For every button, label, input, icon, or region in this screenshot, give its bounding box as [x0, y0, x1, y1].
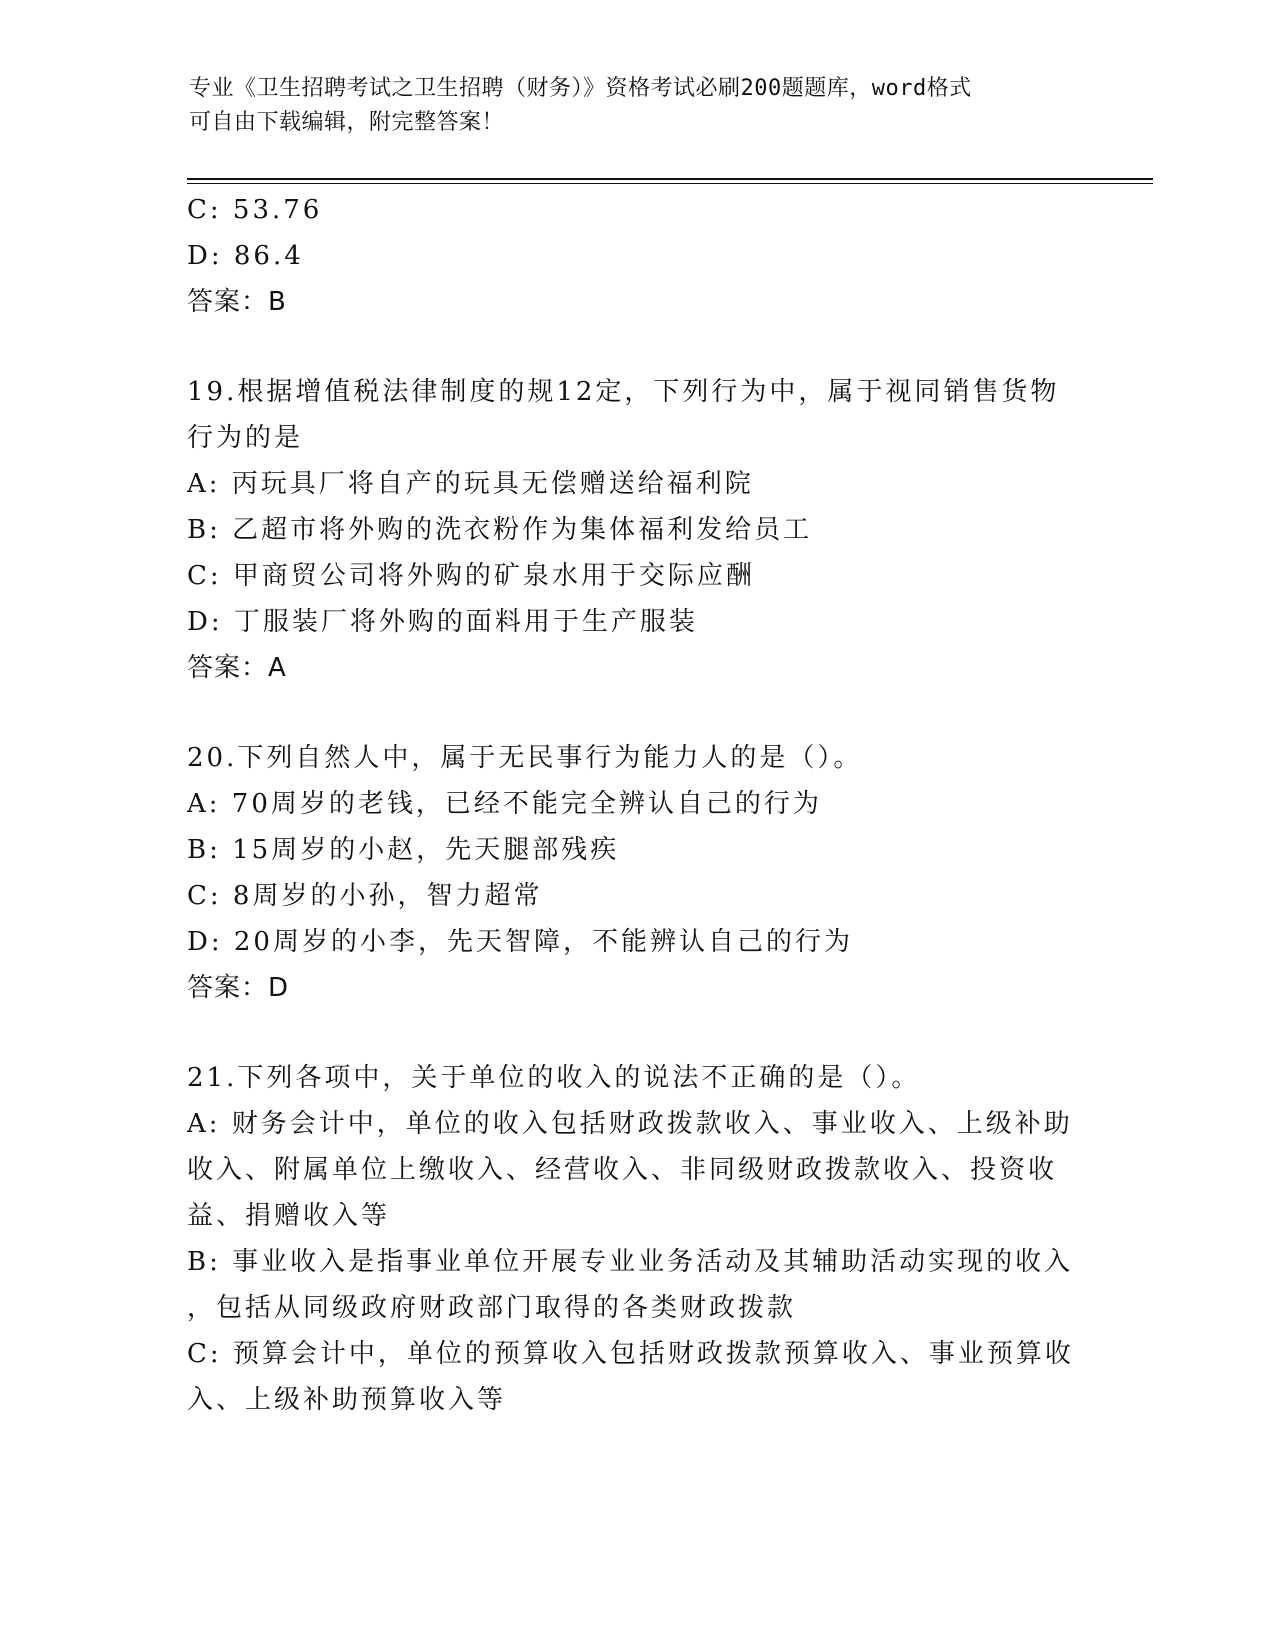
option-a: A: 丙玩具厂将自产的玩具无偿赠送给福利院: [187, 469, 754, 499]
header-line-1: 专业《卫生招聘考试之卫生招聘（财务）》资格考试必刷200题题库，word格式: [189, 76, 972, 101]
answer-line: 答案：B: [187, 287, 287, 317]
option-c-cont: 入、上级补助预算收入等: [187, 1385, 507, 1415]
option-a: A: 财务会计中，单位的收入包括财政拨款收入、事业收入、上级补助: [187, 1109, 1073, 1139]
document-body: [187, 187, 1087, 1423]
option-c: C: 8周岁的小孙，智力超常: [187, 881, 543, 911]
option-b-cont: ，包括从同级政府财政部门取得的各类财政拨款: [187, 1293, 797, 1323]
option-d: D: 20周岁的小李，先天智障，不能辨认自己的行为: [187, 927, 853, 957]
header-line-2: 可自由下载编辑，附完整答案！: [189, 110, 505, 135]
option-c: C: 甲商贸公司将外购的矿泉水用于交际应酬: [187, 561, 755, 591]
answer-line: 答案：D: [187, 973, 290, 1003]
option-b: B: 事业收入是指事业单位开展专业业务活动及其辅助活动实现的收入: [187, 1247, 1074, 1277]
spacer: [187, 691, 1087, 735]
option-a-cont: 收入、附属单位上缴收入、经营收入、非同级财政拨款收入、投资收: [187, 1155, 1058, 1185]
question-stem-cont: 行为的是: [187, 423, 304, 453]
header-rule-thin: [187, 183, 1153, 184]
option-d: D: 丁服装厂将外购的面料用于生产服装: [187, 607, 698, 637]
spacer: [187, 1011, 1087, 1055]
option-c: C: 预算会计中，单位的预算收入包括财政拨款预算收入、事业预算收: [187, 1339, 1074, 1369]
spacer: [187, 325, 1087, 369]
question-19: [187, 369, 1087, 691]
option-a-cont: 益、捐赠收入等: [187, 1201, 391, 1231]
option-a: A: 70周岁的老钱，已经不能完全辨认自己的行为: [187, 789, 822, 819]
question-stem: 20.下列自然人中，属于无民事行为能力人的是（）。: [187, 743, 863, 773]
question-18-tail: [187, 187, 1087, 325]
question-20: [187, 735, 1087, 1011]
header-rule-thick: [187, 178, 1153, 180]
question-stem: 19.根据增值税法律制度的规12定，下列行为中，属于视同销售货物: [187, 377, 1060, 407]
question-21: [187, 1055, 1087, 1423]
document-header: [189, 72, 1069, 140]
option-c: C: 53.76: [187, 195, 323, 225]
option-b: B: 乙超市将外购的洗衣粉作为集体福利发给员工: [187, 515, 813, 545]
option-d: D: 86.4: [187, 241, 304, 271]
question-stem: 21.下列各项中，关于单位的收入的说法不正确的是（）。: [187, 1063, 921, 1093]
option-b: B: 15周岁的小赵，先天腿部残疾: [187, 835, 620, 865]
answer-line: 答案：A: [187, 653, 287, 683]
